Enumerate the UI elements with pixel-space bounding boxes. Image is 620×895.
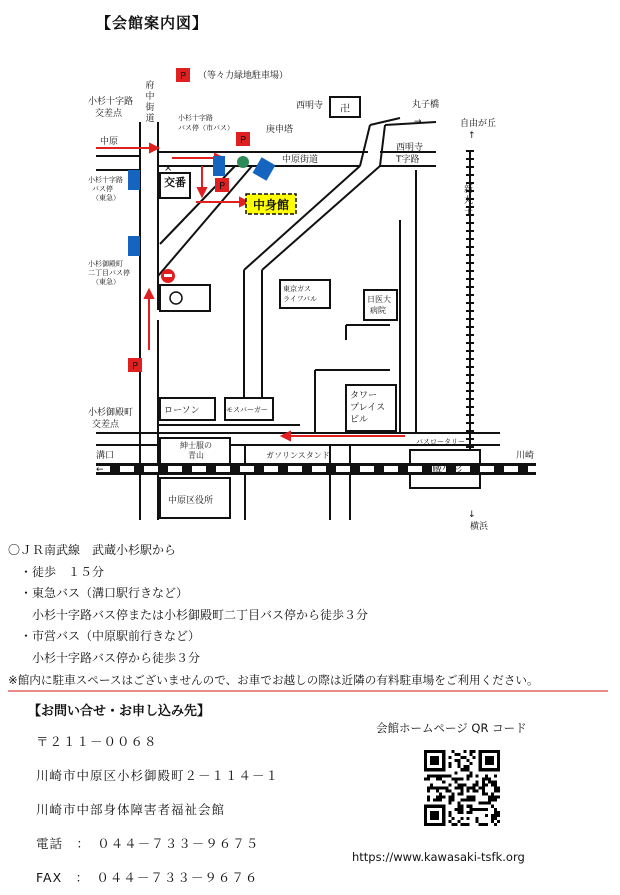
parking-marker-top bbox=[176, 68, 190, 82]
svg-text:横浜: 横浜 bbox=[470, 522, 489, 530]
svg-text:武蔵小杉: 武蔵小杉 bbox=[422, 464, 462, 475]
svg-text:二丁目バス停: 二丁目バス停 bbox=[88, 269, 130, 277]
svg-text:←: ← bbox=[96, 465, 104, 475]
svg-text:街: 街 bbox=[145, 103, 155, 113]
svg-text:（東急）: （東急） bbox=[92, 278, 120, 286]
svg-text:P: P bbox=[131, 361, 139, 372]
access-line: ・東急バス（溝口駅行きなど） bbox=[20, 586, 189, 600]
access-map bbox=[0, 40, 620, 530]
note-underline bbox=[8, 690, 608, 692]
svg-text:P: P bbox=[179, 71, 187, 82]
svg-text:タワー: タワー bbox=[350, 391, 378, 401]
svg-text:中原街道: 中原街道 bbox=[282, 155, 319, 165]
svg-text:日医大: 日医大 bbox=[367, 295, 391, 304]
svg-text:道: 道 bbox=[145, 114, 155, 124]
svg-text:交差点: 交差点 bbox=[95, 109, 123, 119]
shrine-sign-icon bbox=[253, 157, 276, 181]
svg-text:バス停: バス停 bbox=[92, 185, 113, 193]
svg-text:×: × bbox=[164, 163, 173, 174]
svg-text:青山: 青山 bbox=[188, 451, 204, 460]
svg-text:↓: ↓ bbox=[468, 510, 476, 520]
access-info bbox=[8, 540, 368, 669]
svg-text:東京ガス: 東京ガス bbox=[283, 285, 311, 293]
access-line: ・徒歩 １５分 bbox=[20, 564, 105, 579]
access-line: 小杉十字路バス停から徒歩３分 bbox=[20, 650, 201, 665]
organization: 川崎市中部身体障害者福祉会館 bbox=[36, 802, 226, 817]
svg-text:子: 子 bbox=[464, 207, 474, 217]
svg-text:紳士服の: 紳士服の bbox=[180, 441, 212, 450]
fax: FAX ： ０４４－７３３－９６７６ bbox=[36, 870, 259, 885]
svg-text:バスロータリー: バスロータリー bbox=[416, 438, 465, 446]
parking-marker-koban bbox=[215, 178, 229, 192]
svg-text:交差点: 交差点 bbox=[92, 420, 120, 430]
access-line: 小杉十字路バス停または小杉御殿町二丁目バス停から徒歩３分 bbox=[20, 607, 369, 622]
svg-text:卍: 卍 bbox=[340, 104, 350, 115]
access-line: 〇ＪＲ南武線 武蔵小杉駅から bbox=[8, 543, 177, 557]
svg-text:バス停（市バス）: バス停（市バス） bbox=[178, 124, 234, 132]
svg-text:丸: 丸 bbox=[464, 196, 474, 206]
svg-text:ライフバル: ライフバル bbox=[283, 295, 318, 303]
svg-text:（東急）: （東急） bbox=[92, 194, 120, 202]
svg-text:西明寺: 西明寺 bbox=[396, 143, 424, 153]
svg-text:新: 新 bbox=[464, 185, 474, 195]
svg-text:P: P bbox=[218, 181, 226, 192]
svg-text:中: 中 bbox=[145, 92, 155, 102]
svg-text:→: → bbox=[518, 465, 526, 475]
parking-note: ※館内に駐車スペースはございませんので、お車でお越しの際は近隣の有料駐車場をご利用ください。 bbox=[8, 673, 539, 687]
svg-text:小杉十字路: 小杉十字路 bbox=[88, 97, 134, 107]
svg-text:ローソン: ローソン bbox=[164, 406, 200, 416]
svg-text:自由が丘: 自由が丘 bbox=[460, 119, 497, 129]
venue-label: 中身館 bbox=[252, 198, 290, 212]
contact-title: 【お問い合せ・お申し込み先】 bbox=[28, 704, 211, 719]
svg-text:溝口: 溝口 bbox=[96, 451, 115, 461]
svg-text:ガソリンスタンド: ガソリンスタンド bbox=[266, 451, 330, 460]
bus-stop-icon-gotenmachi bbox=[128, 236, 140, 256]
svg-text:小杉十字路: 小杉十字路 bbox=[178, 114, 213, 122]
phone: 電話 ： ０４４－７３３－９６７５ bbox=[36, 836, 260, 851]
svg-text:府: 府 bbox=[145, 81, 155, 91]
parking-marker-lower bbox=[128, 358, 142, 372]
post-office-icon bbox=[170, 292, 182, 304]
svg-text:丸子橋: 丸子橋 bbox=[412, 100, 440, 110]
svg-text:→: → bbox=[414, 117, 422, 127]
svg-text:西明寺: 西明寺 bbox=[296, 101, 324, 111]
svg-text:小杉十字路: 小杉十字路 bbox=[88, 176, 123, 184]
svg-text:小杉御殿町: 小杉御殿町 bbox=[88, 260, 123, 268]
svg-text:庚申塔: 庚申塔 bbox=[266, 125, 294, 135]
qr-code-image[interactable] bbox=[424, 750, 500, 826]
nambu-railway bbox=[96, 463, 536, 475]
svg-text:中原: 中原 bbox=[100, 137, 119, 147]
svg-text:病院: 病院 bbox=[370, 306, 386, 315]
address: 川崎市中原区小杉御殿町２－１１４－１ bbox=[36, 768, 280, 783]
svg-text:P: P bbox=[239, 135, 247, 146]
svg-text:↑: ↑ bbox=[468, 131, 476, 141]
svg-text:中原区役所: 中原区役所 bbox=[168, 496, 214, 506]
parking-marker-mid bbox=[236, 132, 250, 146]
bus-stop-icon-tokyu bbox=[128, 170, 140, 190]
parking-label: （等々力緑地駐車場） bbox=[198, 71, 289, 81]
qr-label: 会館ホームページ QR コード bbox=[376, 721, 527, 735]
page-title: 【会館案内図】 bbox=[96, 14, 209, 32]
access-line: ・市営バス（中原駅前行きなど） bbox=[20, 629, 201, 643]
postal-code: 〒２１１－００６８ bbox=[36, 734, 158, 749]
bus-stop-icon-city bbox=[213, 156, 225, 176]
post-office bbox=[160, 285, 210, 311]
svg-text:ビル: ビル bbox=[350, 415, 369, 425]
svg-text:交番: 交番 bbox=[164, 176, 186, 189]
svg-text:小杉御殿町: 小杉御殿町 bbox=[88, 408, 134, 418]
koshinto-marker-icon bbox=[237, 156, 249, 168]
svg-text:モスバーガー: モスバーガー bbox=[226, 406, 268, 414]
svg-text:T字路: T字路 bbox=[396, 155, 420, 165]
website-url[interactable]: https://www.kawasaki-tsfk.org bbox=[352, 850, 525, 864]
svg-text:川崎: 川崎 bbox=[516, 451, 535, 461]
svg-text:プレイス: プレイス bbox=[350, 403, 386, 413]
